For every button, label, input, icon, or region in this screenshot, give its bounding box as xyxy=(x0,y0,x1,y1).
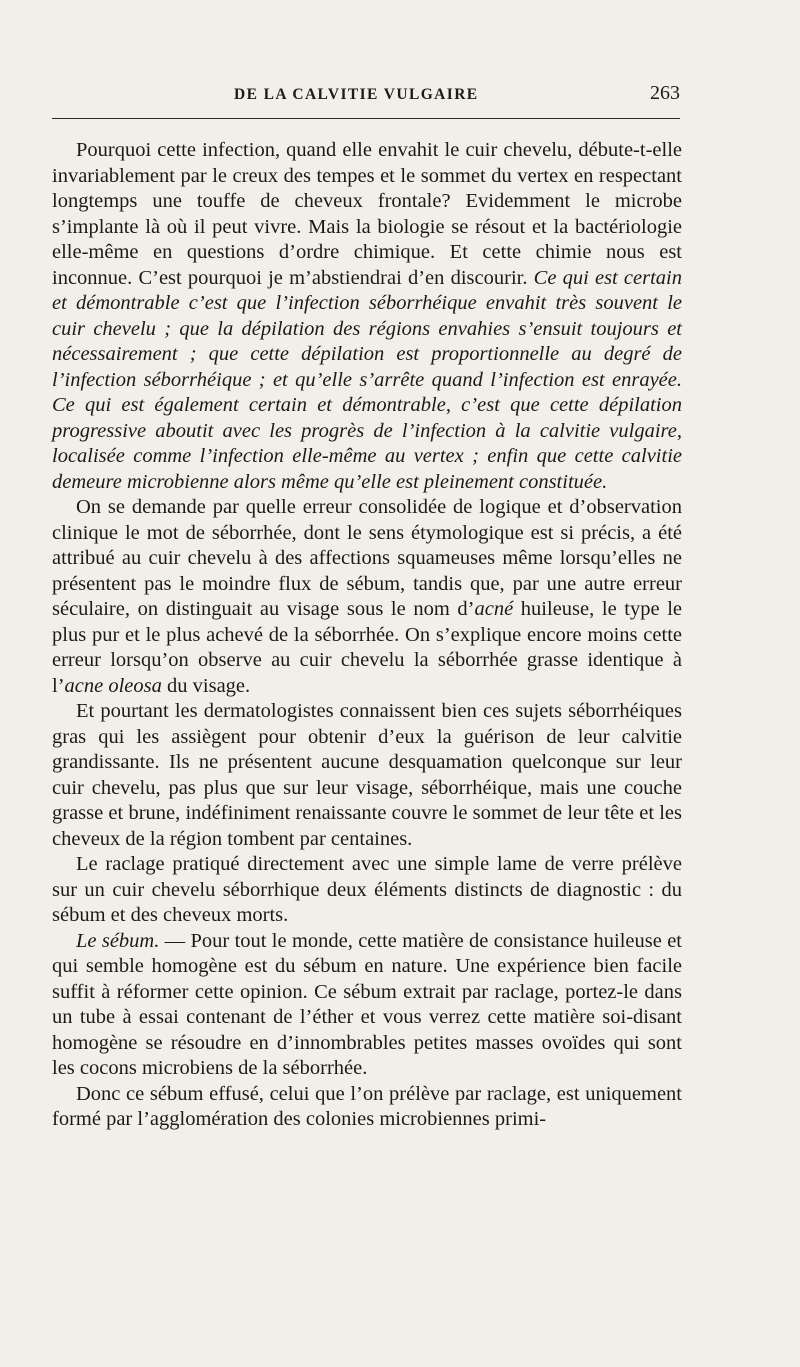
header-rule xyxy=(52,118,680,119)
paragraph xyxy=(52,929,682,1082)
text-segment: Le raclage pratiqué directement avec une simple lame de verre prélève sur un cuir chevelu séborrhique deux éléments distincts de diagnostic : du sébum et des cheveux morts. xyxy=(52,853,682,926)
text-segment: huileuse, le type le plus pur et le plus achevé de la séborrhée. On s’explique encore moins cette erreur lorsqu’on observe au cuir chevelu la séborrhée grasse identique à l’ xyxy=(52,598,682,697)
paragraph xyxy=(52,138,682,495)
body-text xyxy=(52,138,682,1133)
paragraph xyxy=(52,699,682,852)
text-segment-italic: Ce qui est certain et démontrable c’est que l’infection séborrhéique envahit très souvent le cuir chevelu ; que la dépilation des régions envahies s’ensuit toujours et nécessairement ; que cette dépilation est proportionnelle au degré de l’infection séborrhéique ; et qu’elle s’arrête quand l’infection est enrayée. Ce qui est également certain et démontrable, c’est que cette dépilation progressive aboutit avec les progrès de l’infection à la calvitie vulgaire, localisée comme l’infection elle-même au vertex ; enfin que cette calvitie demeure microbienne alors même qu’elle est pleinement constituée. xyxy=(52,266,682,493)
text-segment-italic: Le sébum. xyxy=(76,929,160,952)
text-segment-italic: acné xyxy=(474,598,514,620)
text-segment: Pourquoi cette infection, quand elle envahit le cuir chevelu, débute-t-elle invariablement par le creux des tempes et le sommet du vertex en respectant longtemps une touffe de cheveux frontale? Evidemment le microbe s’implante là où il peut vivre. Mais la biologie se résout et la bactériologie elle-même en questions d’ordre chimique. Et cette chimie nous est inconnue. C’est pourquoi je m’abstiendrai d’en discourir. xyxy=(52,139,682,289)
text-segment: On se demande par quelle erreur consolidée de logique et d’observation clinique le mot de séborrhée, dont le sens étymologique est si précis, a été attribué au cuir chevelu à des affections squameuses même lorsqu’elles ne présentent pas le moindre flux de sébum, tandis que, par une autre erreur séculaire, on distinguait au visage sous le nom d’ xyxy=(52,496,682,620)
paragraph xyxy=(52,852,682,929)
text-segment: du visage. xyxy=(161,674,251,697)
paragraph xyxy=(52,1082,682,1133)
text-segment-italic: acne oleosa xyxy=(64,674,162,697)
paragraph xyxy=(52,495,682,699)
running-head xyxy=(52,82,680,110)
text-segment: — Pour tout le monde, cette matière de consistance huileuse et qui semble homogène est du sébum en nature. Une expérience bien facile suffit à réformer cette opinion. Ce sébum extrait par raclage, portez-le dans un tube à essai contenant de l’éther et vous verrez cette matière soi-disant homogène se résoudre en d’innombrables petites masses ovoïdes qui sont les cocons microbiens de la séborrhée. xyxy=(52,929,682,1079)
running-title: DE LA CALVITIE VULGAIRE xyxy=(234,86,479,103)
page-number: 263 xyxy=(650,82,680,104)
text-segment: Donc ce sébum effusé, celui que l’on prélève par raclage, est uniquement formé par l’agglomération des colonies microbiennes primi- xyxy=(52,1082,682,1130)
text-segment: Et pourtant les dermatologistes connaissent bien ces sujets séborrhéiques gras qui les assiègent pour obtenir d’eux la guérison de leur calvitie grandissante. Ils ne présentent aucune desquamation quelconque sur leur cuir chevelu, pas plus que sur leur visage, séborrhéique, mais une couche grasse et brune, indéfiniment renaissante couvre le sommet de leur tête et les cheveux de la région tombent par centaines. xyxy=(52,700,682,850)
